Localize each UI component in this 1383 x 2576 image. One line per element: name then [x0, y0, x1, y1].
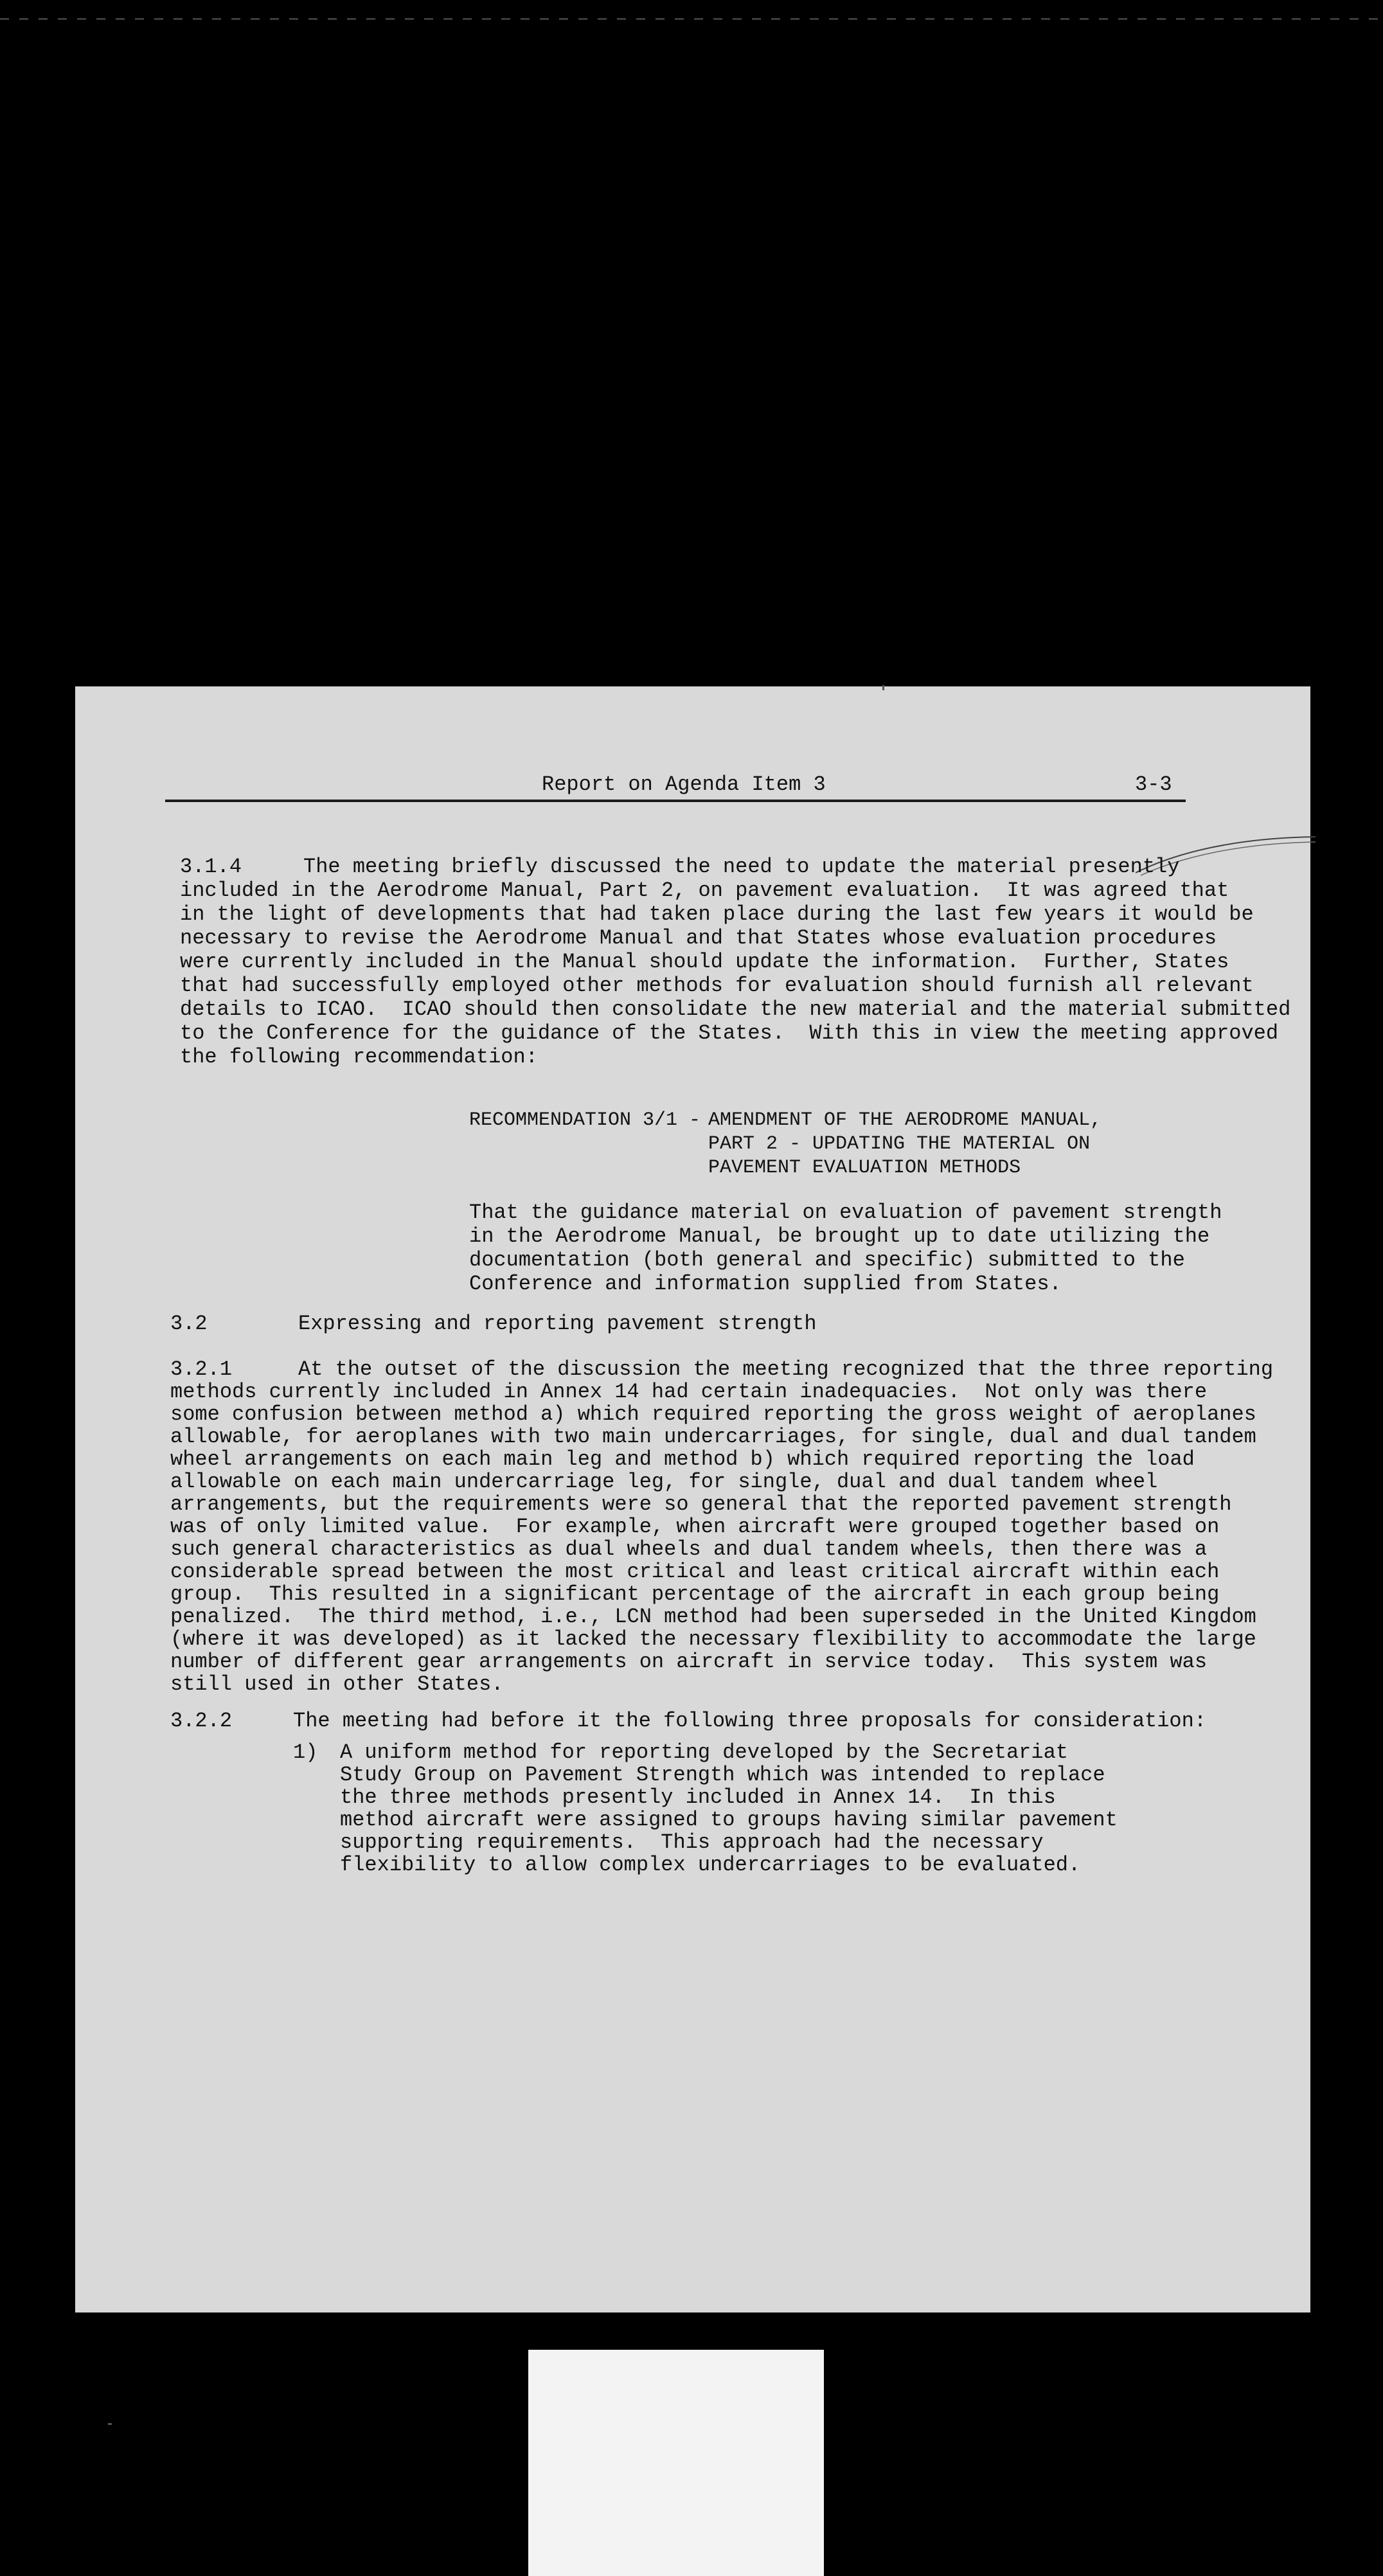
header-title: Report on Agenda Item 3	[542, 773, 826, 796]
list-item-line: flexibility to allow complex undercarriages to be evaluated.	[340, 1853, 1081, 1877]
text-line: number of different gear arrangements on aircraft in service today. This system was	[170, 1650, 1208, 1674]
list-item-line: A uniform method for reporting developed by the Secretariat	[340, 1740, 1068, 1764]
list-item-marker: 1)	[293, 1740, 318, 1764]
text-line: to the Conference for the guidance of the States. With this in view the meeting approved	[180, 1021, 1279, 1045]
recommendation-title-line: PART 2 - UPDATING THE MATERIAL ON	[708, 1133, 1091, 1155]
text-line: The meeting briefly discussed the need to update the material presently	[303, 855, 1180, 879]
text-line: group. This resulted in a significant percentage of the aircraft in each group being	[170, 1582, 1220, 1606]
text-line: methods currently included in Annex 14 had certain inadequacies. Not only was there	[170, 1380, 1208, 1404]
text-line: allowable on each main undercarriage leg, for single, dual and dual tandem wheel	[170, 1470, 1158, 1494]
text-line: At the outset of the discussion the meeting recognized that the three reporting	[298, 1357, 1274, 1381]
text-line: allowable, for aeroplanes with two main undercarriages, for single, dual and dual tandem	[170, 1425, 1256, 1449]
list-item-line: Study Group on Pavement Strength which was intended to replace	[340, 1763, 1105, 1787]
text-line: penalized. The third method, i.e., LCN method had been superseded in the United Kingdom	[170, 1605, 1256, 1629]
header-page-number: 3-3	[1135, 773, 1172, 796]
text-line: considerable spread between the most critical and least critical aircraft within each	[170, 1560, 1220, 1584]
film-edge-marks	[0, 18, 1383, 20]
list-item-line: method aircraft were assigned to groups having similar pavement	[340, 1808, 1118, 1832]
text-line: necessary to revise the Aerodrome Manual and that States whose evaluation procedures	[180, 926, 1217, 950]
section-number-3-2-1: 3.2.1	[170, 1357, 233, 1381]
dust-speck	[882, 685, 884, 690]
text-line: included in the Aerodrome Manual, Part 2, on pavement evaluation. It was agreed that	[180, 879, 1229, 902]
text-line: (where it was developed) as it lacked the necessary flexibility to accommodate the large	[170, 1627, 1256, 1651]
text-line: the following recommendation:	[180, 1045, 538, 1069]
text-line: was of only limited value. For example, when aircraft were grouped together based on	[170, 1515, 1220, 1539]
section-number-3-1-4: 3.1.4	[180, 855, 242, 879]
recommendation-label: RECOMMENDATION 3/1 -	[469, 1109, 713, 1131]
section-heading-3-2: Expressing and reporting pavement strength	[298, 1312, 817, 1336]
text-line: wheel arrangements on each main leg and method b) which required reporting the load	[170, 1447, 1195, 1471]
text-line: details to ICAO. ICAO should then consolidate the new material and the material submitted	[180, 997, 1291, 1021]
recommendation-text-line: documentation (both general and specific) submitted to the	[469, 1248, 1185, 1272]
recommendation-title-line: AMENDMENT OF THE AERODROME MANUAL,	[708, 1109, 1102, 1131]
text-line: such general characteristics as dual wheels and dual tandem wheels, then there was a	[170, 1537, 1208, 1561]
text-line: were currently included in the Manual should update the information. Further, States	[180, 950, 1229, 974]
text-line: in the light of developments that had taken place during the last few years it would be	[180, 902, 1254, 926]
text-line: some confusion between method a) which required reporting the gross weight of aeroplanes	[170, 1402, 1256, 1426]
section-number-3-2: 3.2	[170, 1312, 208, 1336]
dust-speck	[108, 2423, 112, 2425]
recommendation-text-line: That the guidance material on evaluation of pavement strength	[469, 1201, 1222, 1224]
section-number-3-2-2: 3.2.2	[170, 1709, 233, 1733]
recommendation-text-line: Conference and information supplied from States.	[469, 1272, 1062, 1296]
recommendation-title-line: PAVEMENT EVALUATION METHODS	[708, 1157, 1021, 1179]
header-rule	[165, 800, 1186, 802]
section-3-2-2-intro: The meeting had before it the following three proposals for consideration:	[293, 1709, 1207, 1733]
target-card	[528, 2350, 824, 2576]
text-line: that had successfully employed other methods for evaluation should furnish all relevant	[180, 974, 1254, 997]
list-item-line: supporting requirements. This approach had the necessary	[340, 1830, 1044, 1854]
list-item-line: the three methods presently included in Annex 14. In this	[340, 1785, 1056, 1809]
text-line: still used in other States.	[170, 1672, 504, 1696]
document-page	[75, 686, 1310, 2312]
recommendation-text-line: in the Aerodrome Manual, be brought up to date utilizing the	[469, 1224, 1210, 1248]
text-line: arrangements, but the requirements were so general that the reported pavement strength	[170, 1492, 1232, 1516]
